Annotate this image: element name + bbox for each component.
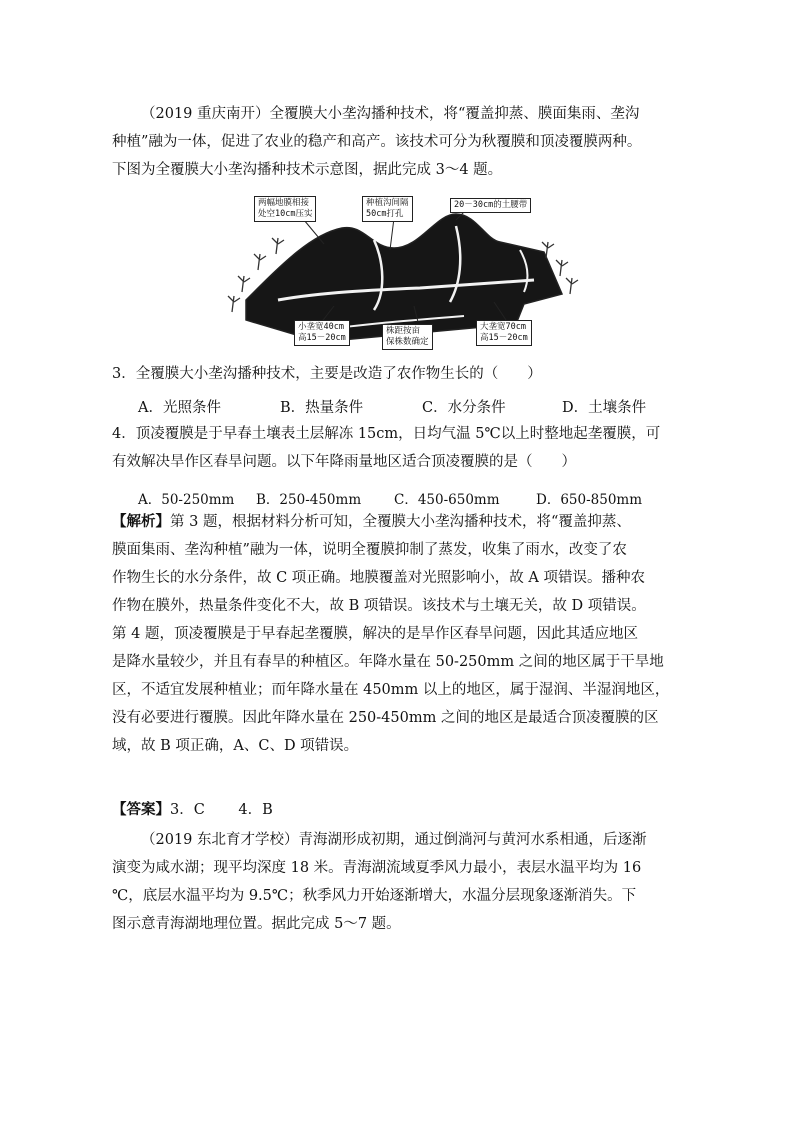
option-c: C．水分条件 [422,400,506,416]
label-soil-belt: 20－30cm的土腰带 [450,198,531,213]
option-a: A．光照条件 [138,400,221,416]
answer-tag: 【答案】 [112,801,170,818]
answer-section: 【答案】3．C 4．B [112,801,273,818]
label-film-joint: 两幅地膜相接 处空10cm压实 [254,196,316,222]
option-d: D．650-850mm [536,492,643,508]
label-furrow-spacing: 种植沟间隔 50cm打孔 [362,196,413,222]
intro-paragraph-1 [112,100,677,184]
question-3-options [138,396,678,416]
text-line: 下图为全覆膜大小垄沟播种技术示意图，据此完成 3～4 题。 [112,162,503,178]
label-small-ridge: 小垄宽40cm 高15－20cm [294,320,350,346]
label-large-ridge: 大垄宽70cm 高15－20cm [476,320,532,346]
analysis-tag: 【解析】 [112,513,170,530]
intro-paragraph-2: （2019 东北育才学校）青海湖形成初期，通过倒淌河与黄河水系相通，后逐渐 演变为咸水湖；现平均深度 18 米。青海湖流域夏季风力最小，表层水温平均为 16 ℃，底层水温平均为 9.5℃；秋季风力开始逐渐增大，水温分层现象逐渐消失。下 图示意青海湖地理位置。据此完成 5～7 题。 [112,832,647,932]
analysis-first-line: 【解析】第 3 题，根据材料分析可知，全覆膜大小垄沟播种技术，将“覆盖抑蒸、 [112,513,631,530]
option-b: B．250-450mm [256,492,362,508]
option-b: B．热量条件 [280,400,364,416]
ridge-furrow-diagram [224,192,580,354]
analysis-section: 【解析】第 3 题，根据材料分析可知，全覆膜大小垄沟播种技术，将“覆盖抑蒸、 膜面集雨、垄沟种植”融为一体，说明全覆膜抑制了蒸发，收集了雨水，改变了农 作物生长的水分条件，故 C 项正确。地膜覆盖对光照影响小，故 A 项错误。播种农 作物在膜外，热量条件变化不大，故 B 项错误。该技术与土壤无关，故 D 项错误。 第 4 题，顶凌覆膜是于早春起垄覆膜，解决的是旱作区春旱问题，因此其适应地区 是降水量较少，并且有春旱的种植区。年降水量在 50-250mm 之间的地区属于干旱地 区，不适宜发展种植业；而年降水量在 450mm 以上的地区，属于湿润、半湿润地区， 没有必要进行覆膜。因此年降水量在 250-450mm 之间的地区是最适合顶凌覆膜的区 域，故 B 项正确，A、C、D 项错误。 [112,508,677,760]
option-d: D．土壤条件 [562,400,647,416]
option-a: A．50-250mm [138,492,235,508]
text-line: 种植”融为一体，促进了农业的稳产和高产。该技术可分为秋覆膜和顶凌覆膜两种。 [112,134,642,150]
option-c: C．450-650mm [394,492,500,508]
question-4-stem: 4．顶凌覆膜是于早春土壤表土层解冻 15cm，日均气温 5℃以上时整地起垄覆膜，可 有效解决旱作区春旱问题。以下年降雨量地区适合顶凌覆膜的是（ ） [112,426,661,470]
question-4-options [138,488,678,508]
label-plant-spacing: 株距按亩 保株数确定 [382,324,433,350]
text-line: （2019 重庆南开）全覆膜大小垄沟播种技术，将“覆盖抑蒸、膜面集雨、垄沟 [141,106,640,122]
question-3-stem: 3．全覆膜大小垄沟播种技术，主要是改造了农作物生长的（ ） [112,366,542,382]
